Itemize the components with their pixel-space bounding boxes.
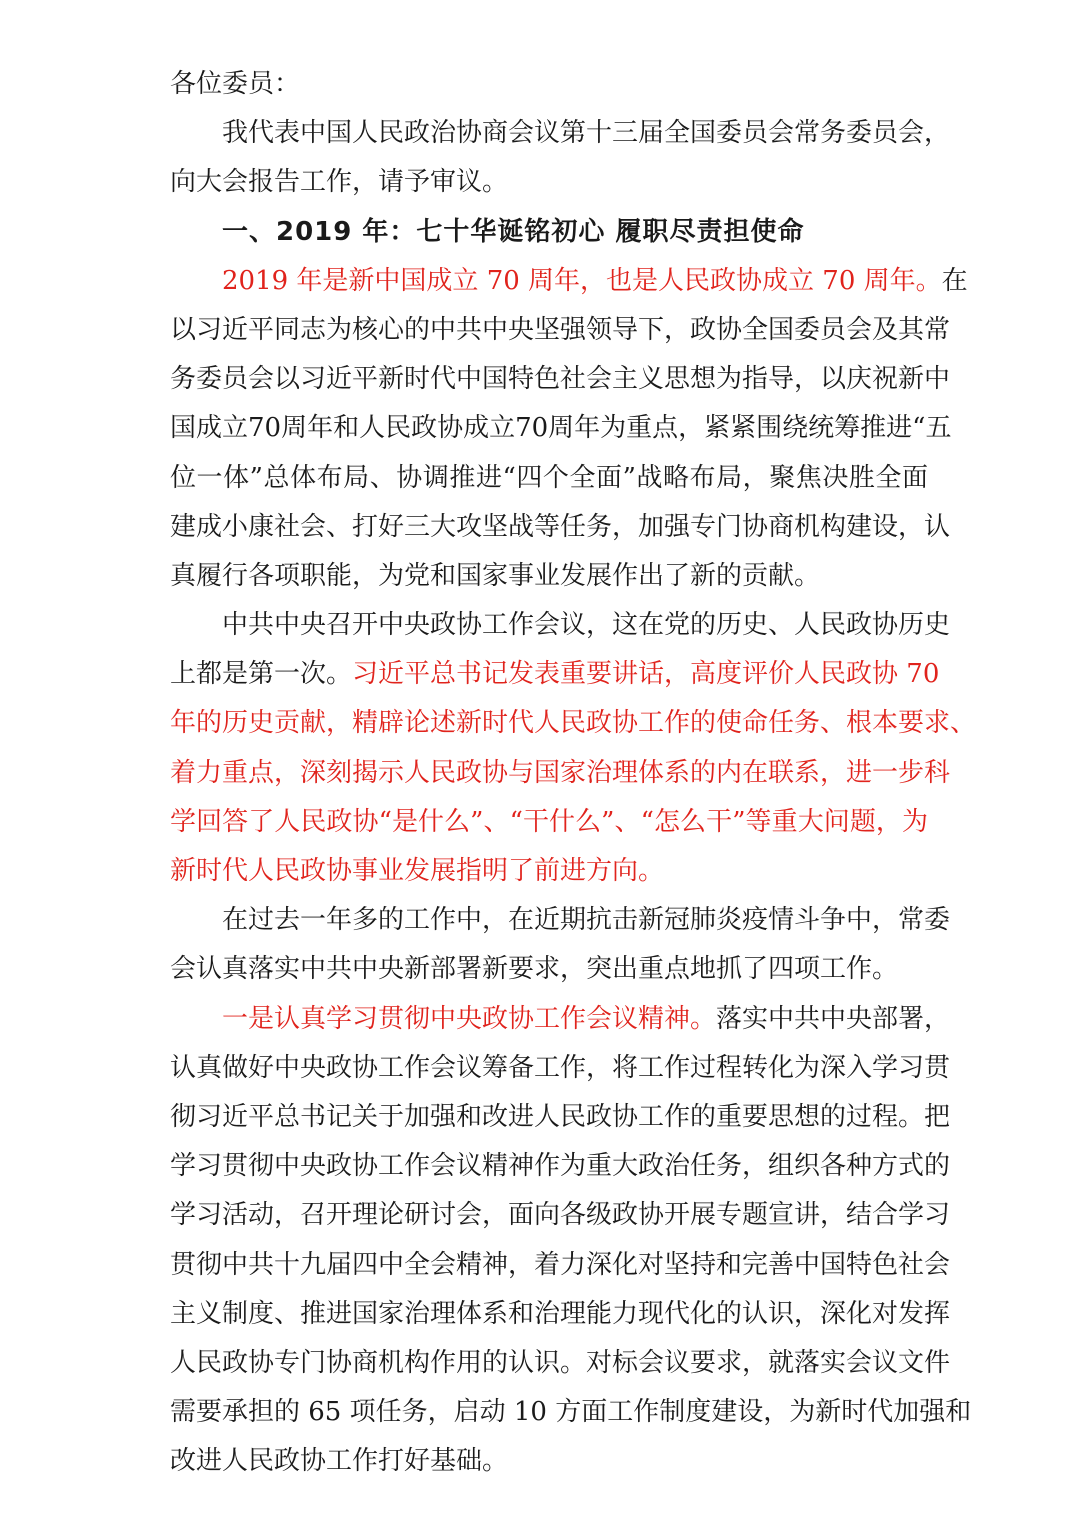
p1-highlight: 2019 年是新中国成立 70 周年，也是人民政协成立 70 周年。 xyxy=(222,265,942,296)
p4-line-4: 学习贯彻中央政协工作会议精神作为重大政治任务，组织各种方式的 xyxy=(170,1151,951,1182)
p1-line-7: 真履行各项职能，为党和国家事业发展作出了新的贡献。 xyxy=(170,560,821,591)
p4-highlight: 一是认真学习贯彻中央政协工作会议精神。 xyxy=(222,1003,717,1034)
p2-line-6: 新时代人民政协事业发展指明了前进方向。 xyxy=(170,856,665,886)
p1-line-1 xyxy=(170,257,968,306)
p1-line-5: 位一体”总体布局、协调推进“四个全面”战略布局，聚焦决胜全面 xyxy=(170,462,928,493)
p2-line-5: 学回答了人民政协“是什么”、“干什么”、“怎么干”等重大问题，为 xyxy=(170,806,928,837)
p2-line-1: 中共中央召开中央政协工作会议，这在党的历史、人民政协历史 xyxy=(222,610,951,641)
p4-line-9: 需要承担的 65 项任务，启动 10 方面工作制度建设，为新时代加强和 xyxy=(170,1397,972,1428)
p4-line-10: 改进人民政协工作打好基础。 xyxy=(170,1446,509,1477)
intro-line-2: 向大会报告工作，请予审议。 xyxy=(170,167,509,198)
section-heading: 一、2019 年：七十华诞铭初心 履职尽责担使命 xyxy=(222,216,805,247)
p4-line-5: 学习活动，召开理论研讨会，面向各级政协开展专题宣讲，结合学习 xyxy=(170,1200,951,1231)
document-page xyxy=(170,60,977,1486)
p1-line-1-tail: 在 xyxy=(941,265,968,296)
p1-line-6: 建成小康社会、打好三大攻坚战等任务，加强专门协商机构建设，认 xyxy=(170,511,951,542)
p4-line-8: 人民政协专门协商机构作用的认识。对标会议要求，就落实会议文件 xyxy=(170,1347,951,1378)
p1-line-3: 务委员会以习近平新时代中国特色社会主义思想为指导，以庆祝新中 xyxy=(170,364,951,395)
p2-line-3: 年的历史贡献，精辟论述新时代人民政协工作的使命任务、根本要求、 xyxy=(170,708,977,739)
p2-line-2 xyxy=(170,650,940,699)
p4-line-7: 主义制度、推进国家治理体系和治理能力现代化的认识，深化对发挥 xyxy=(170,1298,951,1329)
p1-line-4: 国成立70周年和人民政协成立70周年为重点，紧紧围绕统筹推进“五 xyxy=(170,413,952,444)
p2-line-4: 着力重点，深刻揭示人民政协与国家治理体系的内在联系，进一步科 xyxy=(170,757,951,788)
p4-line-3: 彻习近平总书记关于加强和改进人民政协工作的重要思想的过程。把 xyxy=(170,1101,951,1132)
p4-line-1-tail: 落实中共中央部署， xyxy=(716,1003,951,1034)
p4-line-1 xyxy=(170,995,951,1044)
p4-line-2: 认真做好中央政协工作会议筹备工作，将工作过程转化为深入学习贯 xyxy=(170,1052,951,1083)
p3-line-1: 在过去一年多的工作中，在近期抗击新冠肺炎疫情斗争中，常委 xyxy=(222,905,951,936)
p2-line-2-head: 上都是第一次。 xyxy=(170,659,353,690)
p1-line-2: 以习近平同志为核心的中共中央坚强领导下，政协全国委员会及其常 xyxy=(170,314,951,345)
salutation: 各位委员： xyxy=(170,69,301,99)
p2-highlight-start: 习近平总书记发表重要讲话，高度评价人民政协 70 xyxy=(352,659,940,690)
p4-line-6: 贯彻中共十九届四中全会精神，着力深化对坚持和完善中国特色社会 xyxy=(170,1249,951,1280)
intro-line-1: 我代表中国人民政治协商会议第十三届全国委员会常务委员会， xyxy=(222,118,951,149)
p3-line-2: 会认真落实中共中央新部署新要求，突出重点地抓了四项工作。 xyxy=(170,954,899,985)
